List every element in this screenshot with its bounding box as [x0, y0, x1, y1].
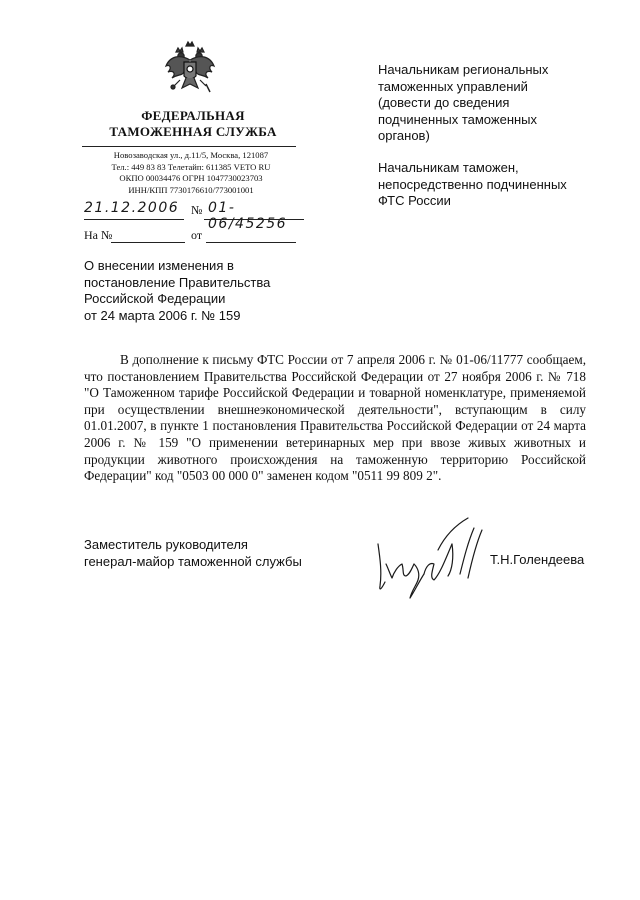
organization-address: Новозаводская ул., д.11/5, Москва, 121087 — [113, 150, 269, 160]
signatory-title-line2: генерал-майор таможенной службы — [84, 554, 302, 569]
signer-name: Т.Н.Голендеева — [490, 552, 585, 567]
double-headed-eagle-emblem — [162, 40, 218, 98]
signatory-title-line1: Заместитель руководителя — [84, 537, 248, 552]
subject-line: Российской Федерации — [84, 291, 226, 306]
letter-body: В дополнение к письму ФТС России от 7 апреля 2006 г. № 01-06/11777 сообщаем, что постановлением Правительства Российской Федерации от 27 ноября 2006 г. № 718 "О Таможенном тарифе Российской Федерации и товарной номенклатуре, применяемой при осуществлении внешнеэкономической деятельности", вступающим в силу 01.01.2007, в пункте 1 постановления Правительства Российской Федерации от 24 марта 2006 г. № 159 "О применении ветеринарных мер при ввозе живых животных и продукции животного происхождения на таможенную территорию Российской Федерации" код "0503 00 000 0" заменен кодом "0511 99 809 2". — [84, 352, 586, 484]
addressee-group-customs — [378, 160, 598, 210]
handwritten-signature — [368, 514, 488, 608]
signatory-title — [84, 536, 344, 570]
subject-line: от 24 марта 2006 г. № 159 — [84, 307, 241, 323]
organization-name — [88, 108, 298, 140]
reference-number-blank — [111, 242, 185, 243]
letter-subject — [84, 258, 324, 324]
addressee-group-regional — [378, 62, 598, 145]
header-divider — [82, 146, 296, 147]
registration-date: 21.12.2006 — [84, 200, 180, 216]
reference-date-label: от — [191, 228, 203, 242]
registration-number-label: № — [191, 203, 203, 217]
addressee-line: органов) — [378, 128, 430, 143]
addressee-line: таможенных управлений — [378, 78, 528, 94]
reference-number-label: На № — [84, 228, 113, 242]
reference-date-blank — [206, 242, 296, 243]
organization-name-line2: ТАМОЖЕННАЯ СЛУЖБА — [109, 124, 277, 139]
reference-line — [84, 228, 314, 248]
registration-number: 01-06/45256 — [208, 200, 288, 232]
addressee-line: (довести до сведения — [378, 95, 510, 110]
registration-line — [84, 200, 314, 232]
subject-line: О внесении изменения в — [84, 258, 234, 273]
addressee-line: ФТС России — [378, 193, 451, 208]
subject-line: постановление Правительства — [84, 274, 271, 290]
addressee-line: Начальникам таможен, — [378, 160, 519, 175]
date-underline — [84, 219, 184, 220]
addressee-line: Начальникам региональных — [378, 62, 549, 77]
organization-inn: ИНН/КПП 7730176610/773001001 — [128, 184, 254, 195]
organization-phone: Тел.: 449 83 83 Телетайп: 611385 VETO RU — [111, 161, 271, 172]
organization-name-line1: ФЕДЕРАЛЬНАЯ — [141, 108, 245, 123]
organization-details — [80, 150, 302, 196]
addressee-line: непосредственно подчиненных — [378, 176, 567, 192]
number-underline — [204, 219, 304, 220]
organization-codes: ОКПО 00034476 ОГРН 1047730023703 — [119, 173, 263, 183]
addressee-line: подчиненных таможенных — [378, 111, 538, 127]
